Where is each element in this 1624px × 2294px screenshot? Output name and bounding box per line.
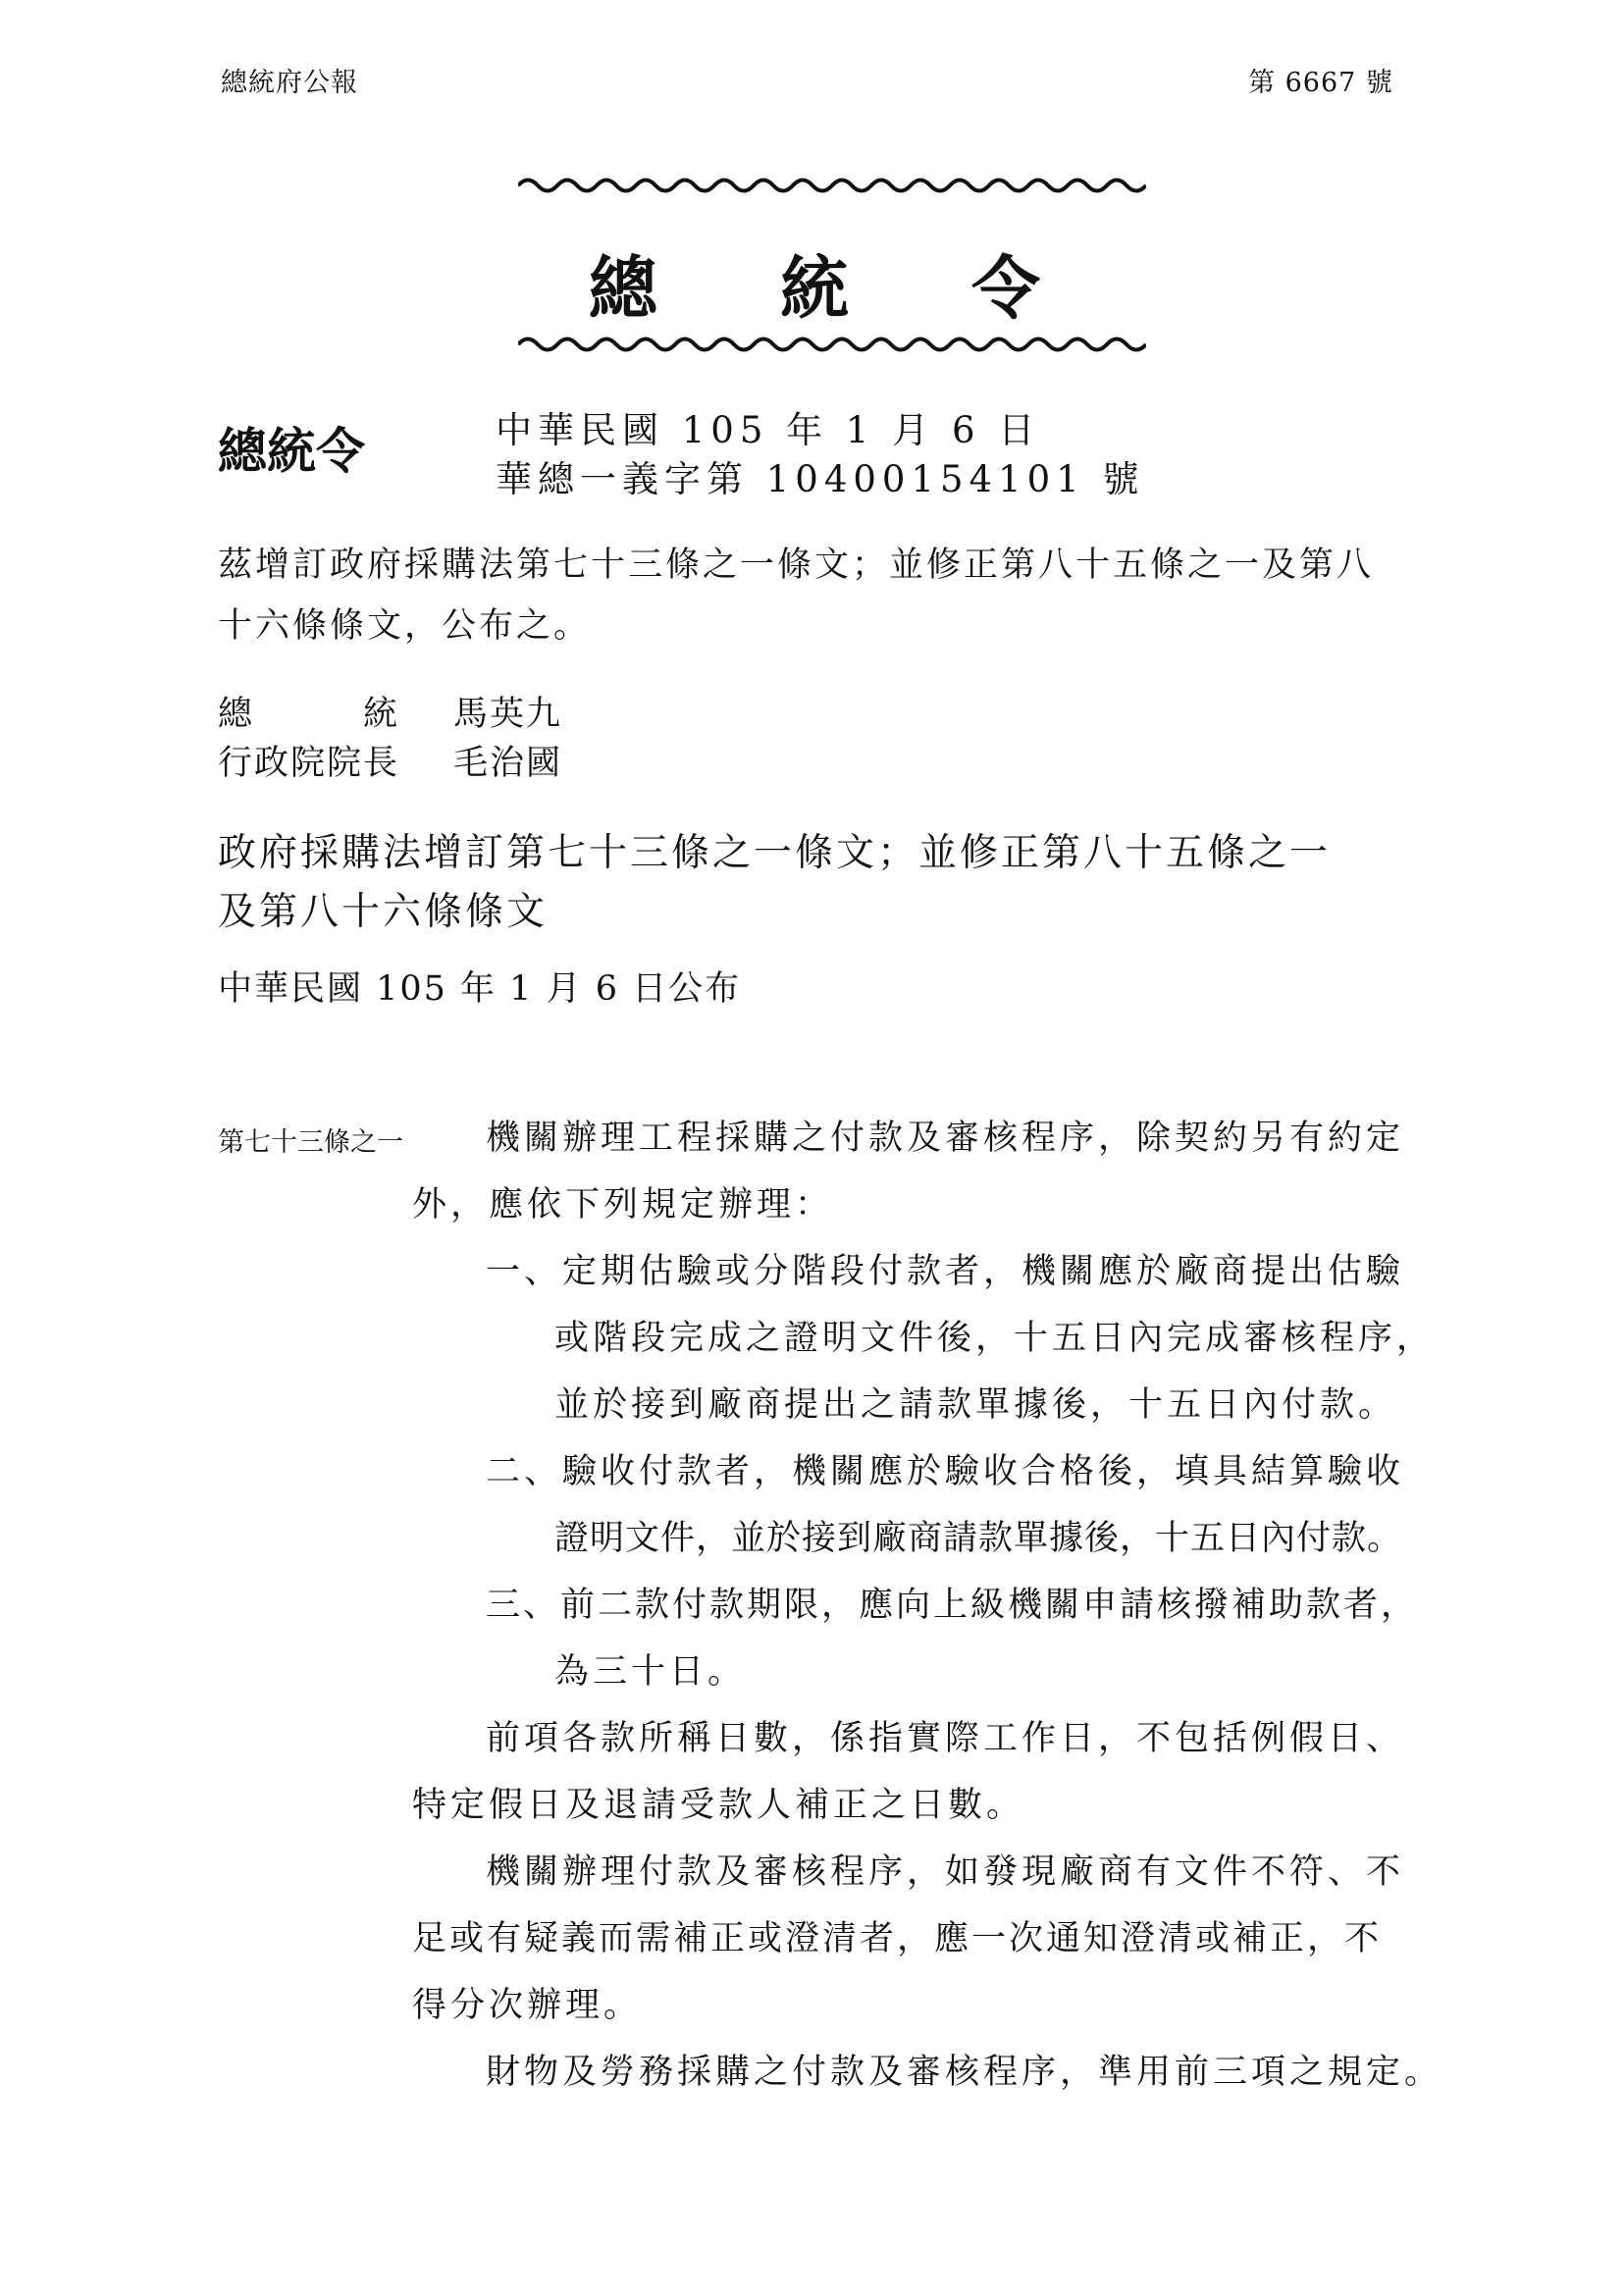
title-char-3: 令 [971,246,1040,329]
article-line: 財物及勞務採購之付款及審核程序，準用前三項之規定。 [486,2053,1443,2092]
premier-name: 毛治國 [453,744,563,783]
article-item-line: 證明文件，並於接到廠商請款單據後，十五日內付款。 [554,1519,1403,1558]
article-item-line: 或階段完成之證明文件後，十五日內完成審核程序， [554,1319,1436,1358]
president-name: 馬英九 [453,695,563,734]
top-wave-rule [518,173,1146,198]
publish-date: 中華民國 105 年 1 月 6 日公布 [218,969,742,1009]
section-title [520,234,1109,332]
order-number: 華總一義字第 10400154101 號 [496,458,1145,500]
article-line: 足或有疑義而需補正或澄清者，應一次通知澄清或補正，不 [412,1919,1383,1958]
president-title: 總 統 [218,695,400,734]
bottom-wave-rule [518,332,1146,357]
promulgation-line-1: 茲增訂政府採購法第七十三條之一條文；並修正第八十五條之一及第八 [218,546,1375,585]
order-date: 中華民國 105 年 1 月 6 日 [496,409,1041,451]
order-label: 總統令 [218,422,365,480]
article-item-line: 並於接到廠商提出之請款單據後，十五日內付款。 [554,1385,1397,1425]
title-char-2: 統 [780,246,849,329]
article-item-line: 二、驗收付款者，機關應於驗收合格後，填具結算驗收 [486,1452,1405,1491]
law-title-line-2: 及第八十六條條文 [218,890,549,934]
law-title-line-1: 政府採購法增訂第七十三條之一條文；並修正第八十五條之一 [218,831,1332,875]
article-line: 機關辦理工程採購之付款及審核程序，除契約另有約定 [486,1119,1405,1158]
article-line: 得分次辦理。 [412,1986,643,2025]
issue-number: 第 6667 號 [1248,68,1393,98]
bulletin-name: 總統府公報 [221,68,358,98]
article-item-line: 為三十日。 [554,1652,747,1692]
article-line: 機關辦理付款及審核程序，如發現廠商有文件不符、不 [486,1852,1405,1892]
promulgation-line-2: 十六條條文，公布之。 [218,606,592,646]
article-item-line: 一、定期估驗或分階段付款者，機關應於廠商提出估驗 [486,1252,1405,1291]
article-line: 前項各款所稱日數，係指實際工作日，不包括例假日、 [486,1719,1405,1758]
article-line: 外，應依下列規定辦理： [412,1185,834,1225]
article-item-line: 三、前二款付款期限，應向上級機關申請核撥補助款者， [486,1586,1419,1625]
article-line: 特定假日及退請受款人補正之日數。 [412,1786,1025,1825]
title-char-1: 總 [589,246,657,329]
premier-title: 行政院院長 [218,744,400,783]
article-label: 第七十三條之一 [218,1127,403,1158]
